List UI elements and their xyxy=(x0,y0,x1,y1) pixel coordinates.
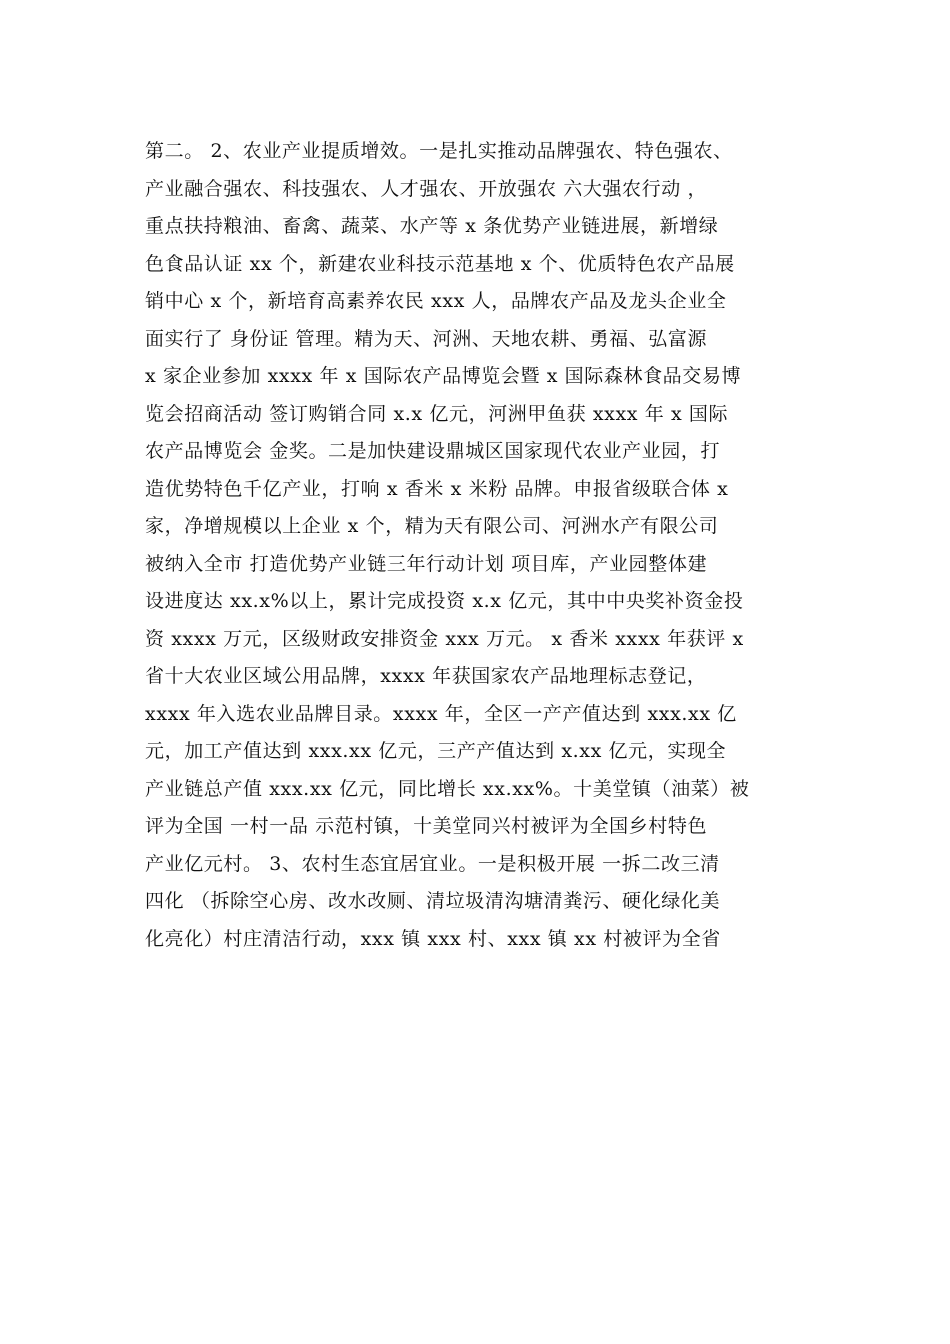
text-line-15: 省十大农业区域公用品牌，xxxx 年获国家农产品地理标志登记， xyxy=(145,665,707,687)
text-line-20: 产业亿元村。 3、农村生态宜居宜业。一是积极开展 一拆二改三清 xyxy=(145,852,720,875)
text-line-18: 产业链总产值 xxx.xx 亿元，同比增长 xx.xx%。十美堂镇（油菜）被 xyxy=(145,777,750,800)
text-line-2: 产业融合强农、科技强农、人才强农、开放强农 六大强农行动 ， xyxy=(145,177,708,200)
text-line-8: 览会招商活动 签订购销合同 x.x 亿元，河洲甲鱼获 xxxx 年 x 国际 xyxy=(145,402,729,425)
text-line-21: 四化 （拆除空心房、改水改厕、清垃圾清沟塘清粪污、硬化绿化美 xyxy=(145,890,721,912)
text-line-4: 色食品认证 xx 个，新建农业科技示范基地 x 个、优质特色农产品展 xyxy=(145,252,735,275)
text-line-22: 化亮化）村庄清洁行动，xxx 镇 xxx 村、xxx 镇 xx 村被评为全省 xyxy=(145,927,721,950)
text-line-11: 家，净增规模以上企业 x 个，精为天有限公司、河洲水产有限公司 xyxy=(145,515,719,537)
body-text xyxy=(145,133,825,958)
text-line-19: 评为全国 一村一品 示范村镇，十美堂同兴村被评为全国乡村特色 xyxy=(145,815,708,837)
text-line-6: 面实行了 身份证 管理。精为天、河洲、天地农耕、勇福、弘富源 xyxy=(145,327,708,350)
text-line-14: 资 xxxx 万元，区级财政安排资金 xxx 万元。 x 香米 xxxx 年获评 x xyxy=(145,627,744,650)
text-line-12: 被纳入全市 打造优势产业链三年行动计划 项目库，产业园整体建 xyxy=(145,552,708,575)
text-line-5: 销中心 x 个，新培育高素养农民 xxx 人，品牌农产品及龙头企业全 xyxy=(145,290,727,312)
text-line-13: 设进度达 xx.x%以上，累计完成投资 x.x 亿元，其中中央奖补资金投 xyxy=(145,590,744,612)
text-line-9: 农产品博览会 金奖。二是加快建设鼎城区国家现代农业产业园，打 xyxy=(145,440,721,462)
text-line-3: 重点扶持粮油、畜禽、蔬菜、水产等 x 条优势产业链进展，新增绿 xyxy=(145,215,719,237)
text-line-17: 元，加工产值达到 xxx.xx 亿元，三产产值达到 x.xx 亿元，实现全 xyxy=(145,740,727,762)
text-line-7: x 家企业参加 xxxx 年 x 国际农产品博览会暨 x 国际森林食品交易博 xyxy=(145,365,742,387)
text-line-1: 第二。 2、农业产业提质增效。一是扎实推动品牌强农、特色强农、 xyxy=(145,140,733,162)
text-line-10: 造优势特色千亿产业，打响 x 香米 x 米粉 品牌。申报省级联合体 x xyxy=(145,477,729,500)
text-line-16: xxxx 年入选农业品牌目录。xxxx 年，全区一产产值达到 xxx.xx 亿 xyxy=(145,702,737,725)
